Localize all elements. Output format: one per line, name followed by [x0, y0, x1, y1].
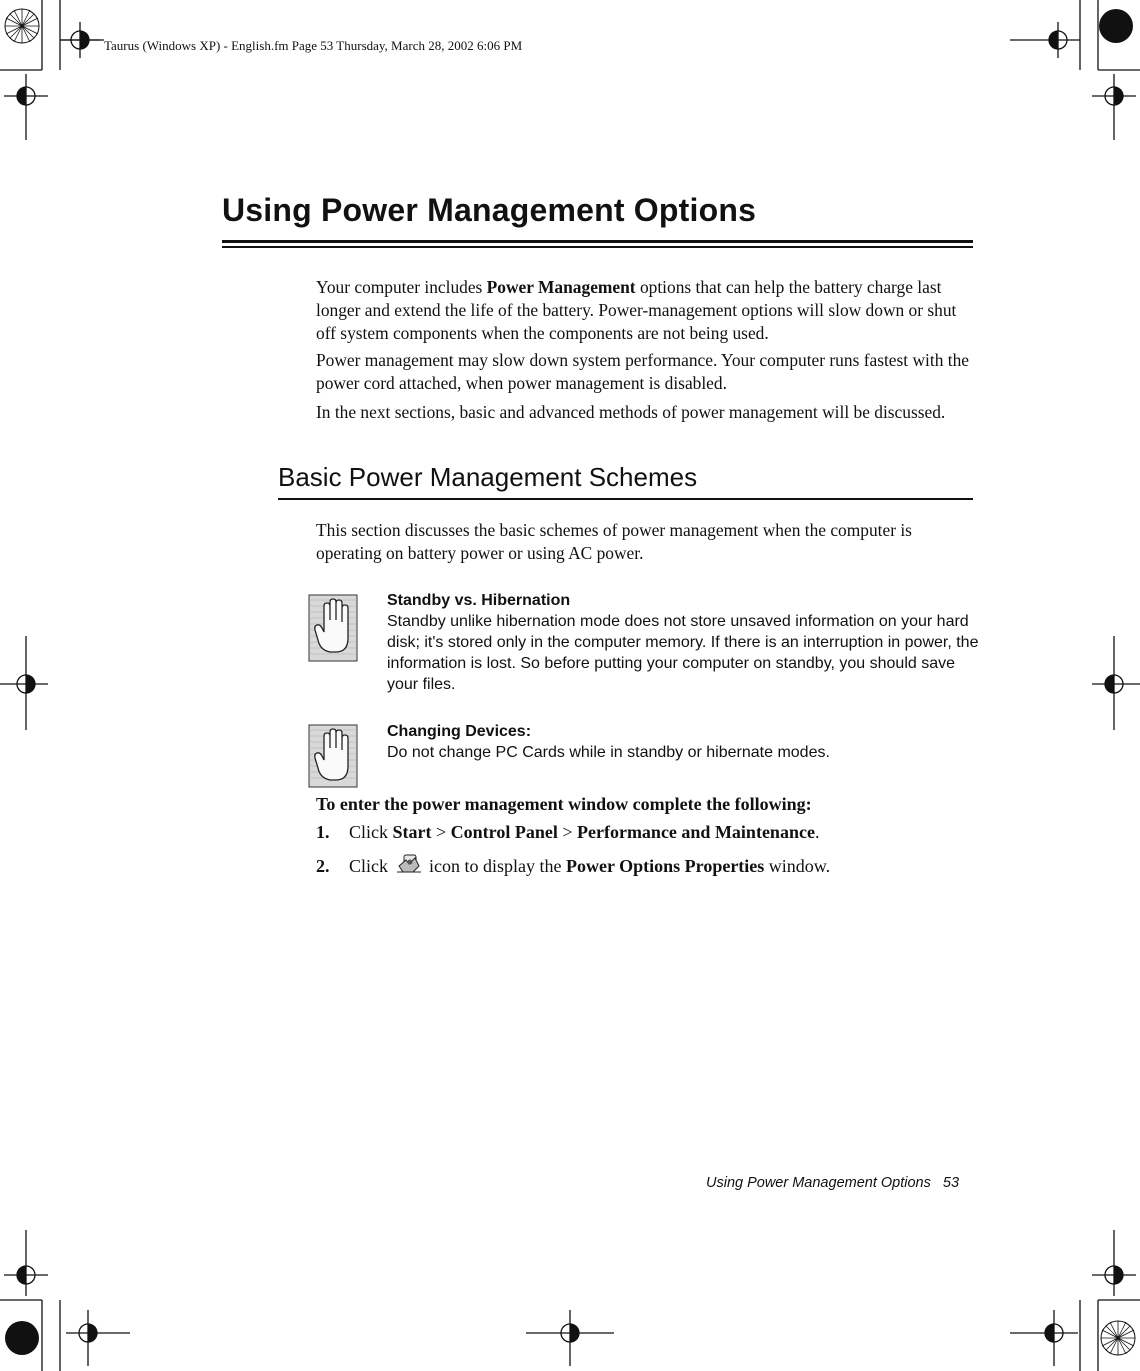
- intro-paragraph-2: Power management may slow down system performance. Your computer runs fastest with the power cord attached, when power management is disabled.: [316, 350, 969, 393]
- footer-title: Using Power Management Options: [706, 1175, 931, 1191]
- intro-p1-text-b: options that can help the battery charge last longer and extend the life of the battery. Power-management options will slow down or shut off system components when the components are not being used.: [316, 277, 957, 343]
- intro-p1-bold: Power Management: [486, 277, 636, 297]
- section-title: Basic Power Management Schemes: [278, 462, 698, 492]
- power-options-icon: [395, 852, 423, 876]
- note-text: Standby unlike hibernation mode does not store unsaved information on your hard disk; it's stored only in the computer memory. If there is an interruption in power, the information is lost. So before putting your computer on standby, you should save your files.: [387, 613, 979, 693]
- procedure-heading: To enter the power management window complete the following:: [316, 794, 812, 814]
- section-rule: [278, 498, 973, 500]
- note-heading: Standby vs. Hibernation: [387, 592, 571, 609]
- step-bold-performance: Performance and Maintenance: [576, 822, 815, 842]
- step-bold-control-panel: Control Panel: [450, 822, 558, 842]
- procedure-step-2: [316, 852, 830, 877]
- note-standby-hibernation: [387, 590, 987, 695]
- section-intro-paragraph: This section discusses the basic schemes of power management when the computer is operating on battery power or using AC power.: [316, 520, 912, 563]
- print-header: Taurus (Windows XP) - English.fm Page 53 Thursday, March 28, 2002 6:06 PM: [104, 38, 523, 53]
- step-text: icon to display the: [424, 856, 566, 876]
- page-footer: [706, 1175, 959, 1191]
- step-text-end: window.: [764, 856, 831, 876]
- step-text-end: .: [814, 822, 820, 842]
- note-heading: Changing Devices:: [387, 723, 532, 740]
- step-bold-power-options: Power Options Properties: [565, 856, 765, 876]
- intro-p1-text-a: Your computer includes: [316, 277, 487, 297]
- step-number: 1.: [316, 822, 330, 842]
- note-changing-devices: [387, 721, 987, 763]
- page-number: 53: [942, 1175, 960, 1191]
- stop-hand-icon: [308, 594, 358, 662]
- step-separator: >: [557, 822, 577, 842]
- step-separator: >: [431, 822, 451, 842]
- intro-paragraph-3: In the next sections, basic and advanced methods of power management will be discussed.: [316, 402, 946, 422]
- step-bold-start: Start: [392, 822, 432, 842]
- step-number: 2.: [316, 856, 330, 876]
- intro-paragraph-1: [316, 276, 976, 345]
- note-text: Do not change PC Cards while in standby or hibernate modes.: [387, 744, 830, 761]
- title-double-rule: [222, 240, 973, 248]
- step-text: Click: [349, 822, 393, 842]
- step-text: Click: [349, 856, 393, 876]
- page-title: Using Power Management Options: [222, 192, 757, 228]
- procedure-step-1: [316, 822, 819, 843]
- stop-hand-icon: [308, 724, 358, 788]
